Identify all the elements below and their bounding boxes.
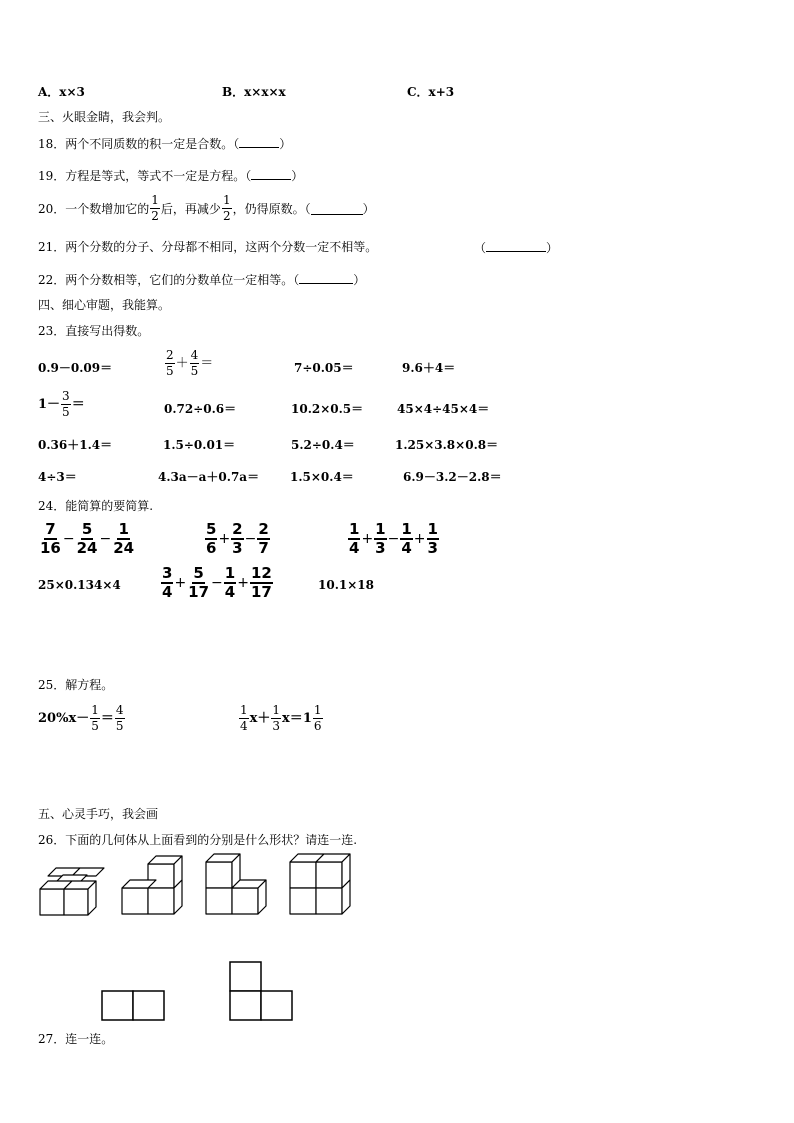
q20-text-c: ，仍得原数。（ xyxy=(232,201,311,216)
solid-figure-4 xyxy=(290,854,350,914)
simplify-expr-3: 1 4 + $\frac{1}{3}$ − $\frac{1}{4}$ + $\frac{1}{3}$ xyxy=(349,520,438,557)
option-b: B．x×x×x xyxy=(222,85,286,99)
section-5-title: 五、心灵手巧，我会画 xyxy=(38,807,159,821)
q18-text: 18．两个不同质数的积一定是合数。（ xyxy=(38,137,240,151)
solid-figure-1 xyxy=(40,868,104,915)
question-21: 21．两个分数的分子、分母都不相同，这两个分数一定不相等。 xyxy=(38,240,378,254)
calc-item: 9.6＋4＝ xyxy=(402,361,456,375)
fraction-half: $\frac{1}{2}$ xyxy=(222,193,231,223)
q20-text-a: 20．一个数增加它的 xyxy=(38,201,150,216)
question-27: 27．连一连。 xyxy=(38,1032,114,1046)
paren-close: ） xyxy=(279,137,292,151)
fraction-half: $\frac{1}{2}$ xyxy=(151,193,159,223)
calc-item: 0.9－0.09＝ xyxy=(38,361,113,375)
calc-item: $\frac{2}{5}$ ＋ $\frac{4}{5}$ ＝ xyxy=(166,348,214,378)
paren-close: ） xyxy=(546,241,559,255)
fraction: $\frac{4}{5}$ xyxy=(190,348,199,378)
calc-item: 0.36＋1.4＝ xyxy=(38,438,113,452)
solid-figure-3 xyxy=(206,854,266,914)
simplify-expr-4: 25×0.134×4 xyxy=(38,578,121,592)
section-3-title: 三、火眼金睛，我会判。 xyxy=(38,110,171,124)
fraction: $\frac{3}{5}$ xyxy=(62,389,70,419)
q22-text: 22．两个分数相等，它们的分数单位一定相等。（ xyxy=(38,273,300,287)
paren-open: （ xyxy=(474,241,487,255)
top-view-1 xyxy=(102,991,164,1020)
paren-close: ） xyxy=(291,169,304,183)
calc-item: 6.9－3.2－2.8＝ xyxy=(403,470,502,484)
simplify-expr-1: 7 16 − $\frac{5}{24}$ − $\frac{1}{24}$ xyxy=(40,520,135,557)
question-26: 26．下面的几何体从上面看到的分别是什么形状？请连一连. xyxy=(38,833,358,847)
q19-text: 19．方程是等式，等式不一定是方程。（ xyxy=(38,169,252,183)
calc-item: 45×4÷45×4＝ xyxy=(397,402,490,416)
paren-close: ） xyxy=(362,201,375,216)
calc-item: 1－ $\frac{3}{5}$ ＝ xyxy=(38,389,85,419)
calc-item: 4.3a－a＋0.7a＝ xyxy=(158,470,260,484)
calc-item: 1.5÷0.01＝ xyxy=(163,438,236,452)
top-view-2 xyxy=(230,962,292,1020)
solid-figure-2 xyxy=(122,856,182,914)
equation-2: $\frac{1}{4}$ x＋ $\frac{1}{3}$ x＝ 1 $\frac{1}{6}$ xyxy=(240,703,322,733)
calc-item: 7÷0.05＝ xyxy=(294,361,354,375)
calc-item: 5.2÷0.4＝ xyxy=(291,438,355,452)
q20-text-b: 后，再减少 xyxy=(160,201,221,216)
option-c: C．x+3 xyxy=(407,85,455,99)
calc-item: 1.5×0.4＝ xyxy=(290,470,354,484)
equation-1: 20%x－ $\frac{1}{5}$ ＝ $\frac{4}{5}$ xyxy=(38,703,124,733)
section-4-title: 四、细心审题，我能算。 xyxy=(38,298,171,312)
paren-close: ） xyxy=(353,273,366,287)
fraction: $\frac{2}{5}$ xyxy=(166,348,174,378)
question-24: 24．能简算的要简算. xyxy=(38,499,154,513)
calc-item: 10.2×0.5＝ xyxy=(291,402,364,416)
calc-item: 4÷3＝ xyxy=(38,470,77,484)
question-23: 23．直接写出得数。 xyxy=(38,324,150,338)
simplify-expr-6: 10.1×18 xyxy=(318,578,374,592)
question-25: 25．解方程。 xyxy=(38,678,114,692)
calc-item: 0.72÷0.6＝ xyxy=(164,402,237,416)
simplify-expr-5: 3 4 + $\frac{5}{17}$ − $\frac{1}{4}$ + $\frac{12}{17}$ xyxy=(162,564,272,601)
option-a: A．x×3 xyxy=(38,85,85,99)
calc-item: 1.25×3.8×0.8＝ xyxy=(395,438,499,452)
simplify-expr-2: 5 6 + $\frac{2}{3}$ − $\frac{2}{7}$ xyxy=(206,520,269,557)
